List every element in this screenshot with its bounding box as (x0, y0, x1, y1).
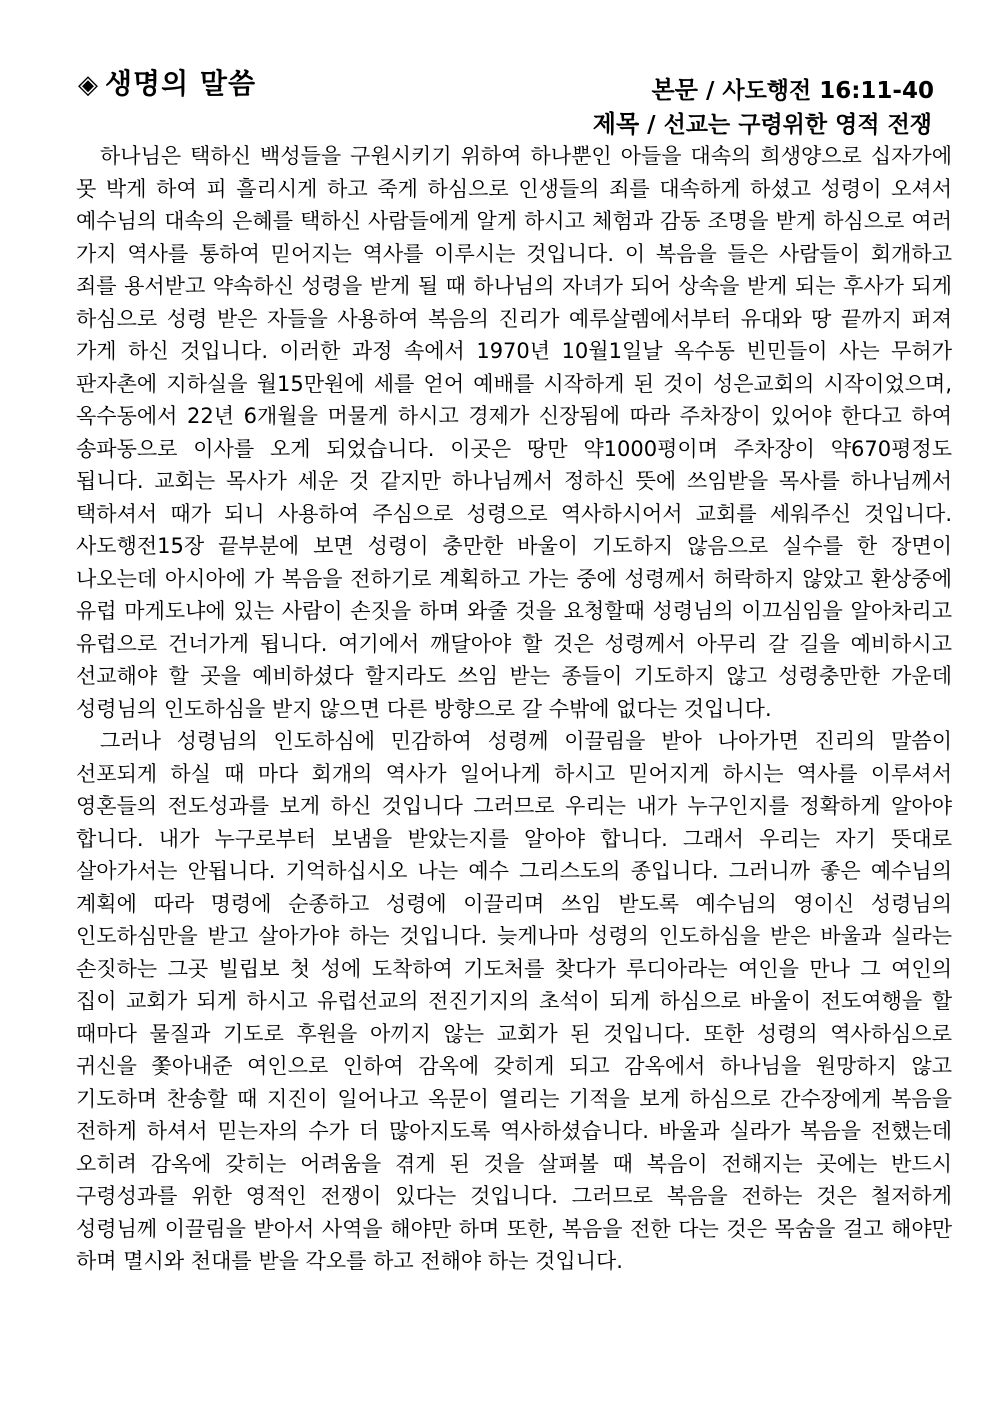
subject-title: / 선교는 구령위한 영적 전쟁 (647, 112, 932, 138)
body-paragraph-2: 그러나 성령님의 인도하심에 민감하여 성령께 이끌림을 받아 나아가면 진리의 말씀이 선포되게 하실 때 마다 회개의 역사가 일어나게 하시고 믿어지게 하시는 역사를 이루셔서 영혼들의 전도성과를 보게 하신 것입니다 그러므로 우리는 내가 누구인지를 정확하게 알아야 합니다. 내가 누구로부터 보냄을 받았는지를 알아야 합니다. 그래서 우리는 자기 뜻대로 살아가서는 안됩니다. 기억하십시오 나는 예수 그리스도의 종입니다. 그러니까 좋은 예수님의 계획에 따라 명령에 순종하고 성령에 이끌리며 쓰임 받도록 예수님의 영이신 성령님의 인도하심만을 받고 살아가야 하는 것입니다. 늦게나마 성령의 인도하심을 받은 바울과 실라는 손짓하는 그곳 빌립보 첫 성에 도착하여 기도처를 찾다가 루디아라는 여인을 만나 그 여인의 집이 교회가 되게 하시고 유럽선교의 전진기지의 초석이 되게 하심으로 바울이 전도여행을 할 때마다 물질과 기도로 후원을 아끼지 않는 교회가 된 것입니다. 또한 성령의 역사하심으로 귀신을 쫓아내준 여인으로 인하여 감옥에 갖히게 되고 감옥에서 하나님을 원망하지 않고 기도하며 찬송할 때 지진이 일어나고 옥문이 열리는 기적을 보게 하심으로 간수장에게 복음을 전하게 하셔서 믿는자의 수가 더 많아지도록 역사하셨습니다. 바울과 실라가 복음을 전했는데 오히려 감옥에 갖히는 어려움을 겪게 된 것을 살펴볼 때 복음이 전해지는 곳에는 반드시 구령성과를 위한 영적인 전쟁이 있다는 것입니다. 그러므로 복음을 전하는 것은 철저하게 성령님께 이끌림을 받아서 사역을 해야만 하며 또한, 복음을 전한 다는 것은 목숨을 걸고 해야만 하며 멸시와 천대를 받을 각오를 하고 전해야 하는 것입니다. (76, 729, 952, 1273)
text-reference: / 사도행전 16:11-40 (705, 78, 934, 104)
scripture-reference (652, 70, 934, 105)
section-title-text: 생명의 말씀 (105, 67, 256, 100)
diamond-icon: ◈ (78, 70, 99, 100)
subject-label: 제목 (592, 110, 640, 138)
sermon-subject (593, 104, 932, 139)
section-title (78, 62, 256, 102)
text-label: 본문 (651, 76, 698, 104)
body-paragraph-1: 하나님은 택하신 백성들을 구원시키기 위하여 하나뿐인 아들을 대속의 희생양으로 십자가에 못 박게 하여 피 흘리시게 하고 죽게 하심으로 인생들의 죄를 대속하게 하셨고 성령이 오셔서 예수님의 대속의 은혜를 택하신 사람들에게 알게 하시고 체험과 감동 조명을 받게 하심으로 여러 가지 역사를 통하여 믿어지는 역사를 이루시는 것입니다. 이 복음을 들은 사람들이 회개하고 죄를 용서받고 약속하신 성령을 받게 될 때 하나님의 자녀가 되어 상속을 받게 되는 후사가 되게 하심으로 성령 받은 자들을 사용하여 복음의 진리가 예루살렘에서부터 유대와 땅 끝까지 퍼져 가게 하신 것입니다. 이러한 과정 속에서 1970년 10월1일날 옥수동 빈민들이 사는 무허가 판자촌에 지하실을 월15만원에 세를 얻어 예배를 시작하게 된 것이 성은교회의 시작이었으며, 옥수동에서 22년 6개월을 머물게 하시고 경제가 신장됨에 따라 주차장이 있어야 한다고 하여 송파동으로 이사를 오게 되었습니다. 이곳은 땅만 약1000평이며 주차장이 약670평정도 됩니다. 교회는 목사가 세운 것 같지만 하나님께서 정하신 뜻에 쓰임받을 목사를 하나님께서 택하셔서 때가 되니 사용하여 주심으로 성령으로 역사하시어서 교회를 세워주신 것입니다. 사도행전15장 끝부분에 보면 성령이 충만한 바울이 기도하지 않음으로 실수를 한 장면이 나오는데 아시아에 가 복음을 전하기로 계획하고 가는 중에 성령께서 허락하지 않았고 환상중에 유럽 마게도냐에 있는 사람이 손짓을 하며 와줄 것을 요청할때 성령님의 이끄심임을 알아차리고 유럽으로 건너가게 됩니다. 여기에서 깨달아야 할 것은 성령께서 아무리 갈 길을 예비하시고 선교해야 할 곳을 예비하셨다 할지라도 쓰임 받는 종들이 기도하지 않고 성령충만한 가운데 성령님의 인도하심을 받지 않으면 다른 방향으로 갈 수밖에 없다는 것입니다. (76, 144, 952, 721)
sermon-body (76, 140, 952, 1278)
